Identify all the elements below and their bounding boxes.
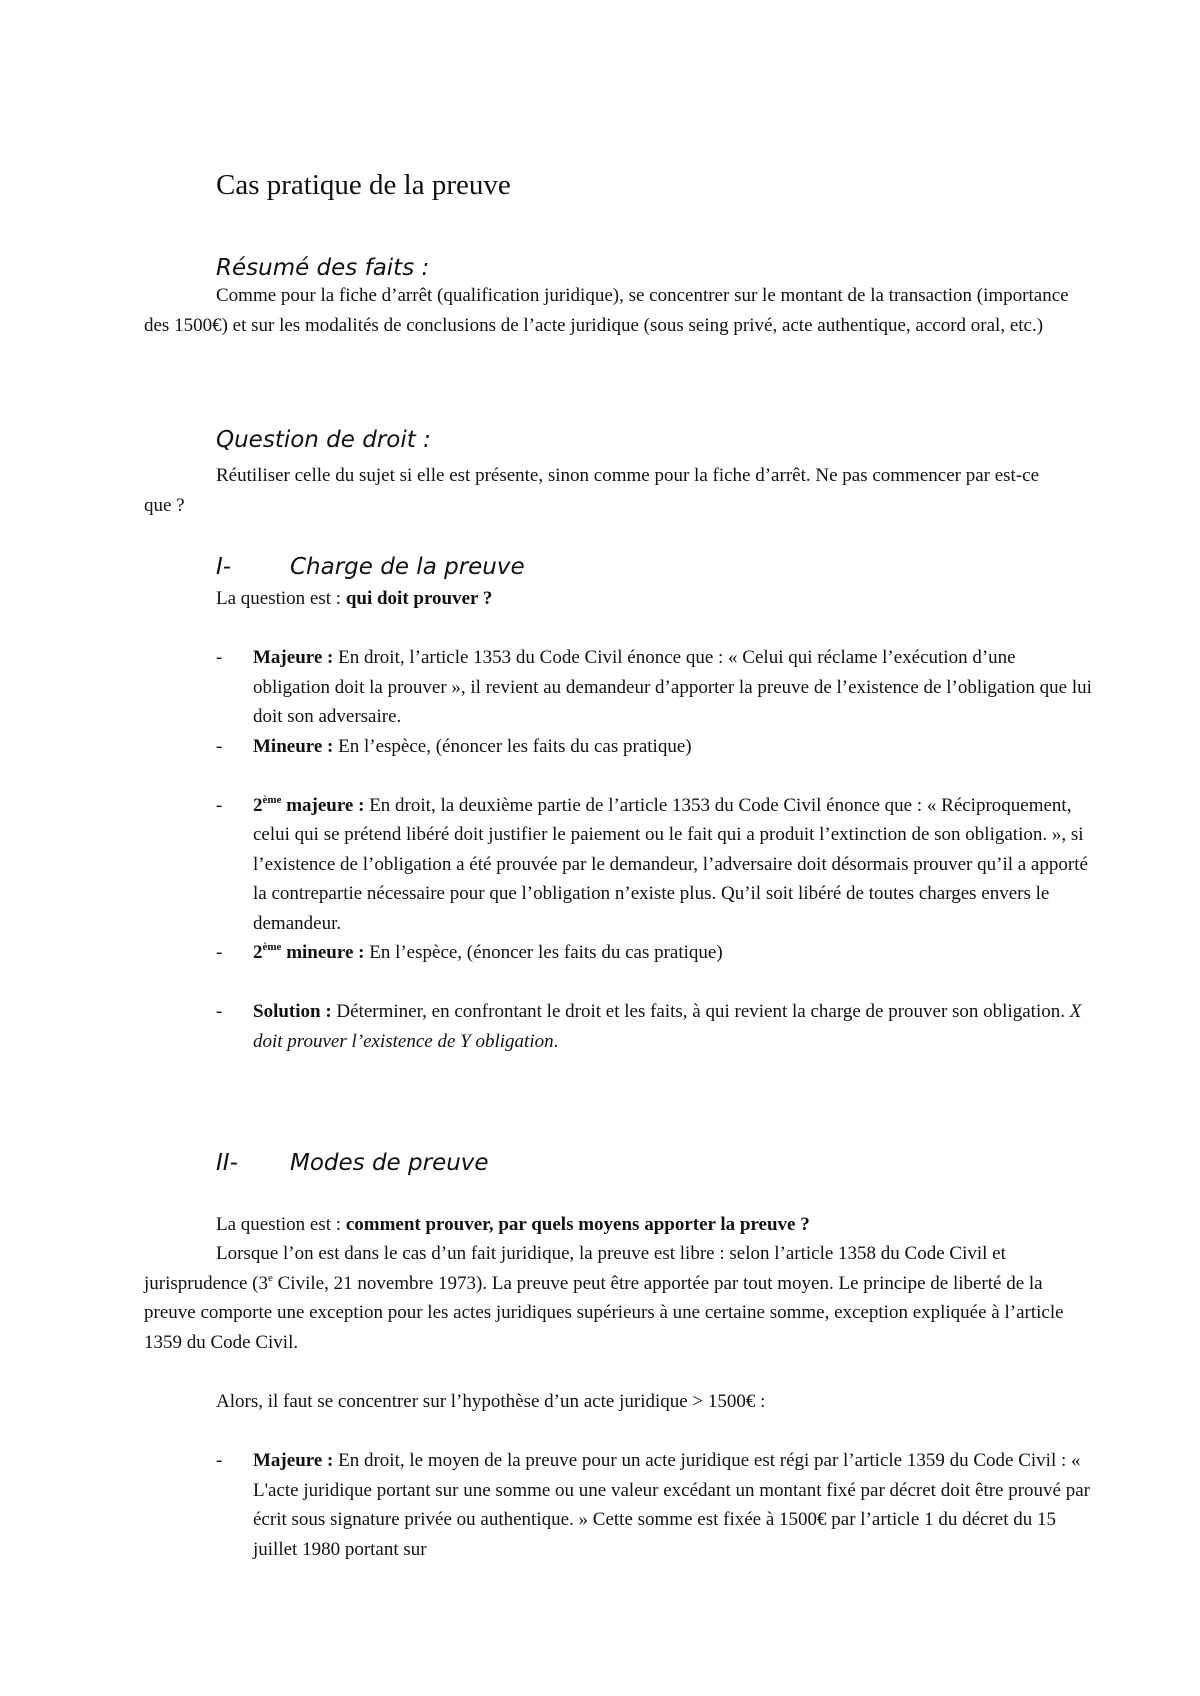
item-italic-text: X doit prouver l’existence de Y obligation — [253, 1001, 1082, 1052]
list-item — [216, 938, 1096, 968]
item-ordinal-sup: ème — [262, 941, 282, 953]
item-end: . — [553, 1030, 559, 1052]
item-label: Solution : — [253, 1001, 332, 1022]
list-item — [216, 643, 1096, 732]
list-item — [216, 1446, 1096, 1564]
section1-heading — [216, 554, 525, 582]
item-text: En droit, le moyen de la preuve pour un acte juridique est régi par l’article 1359 du Code Civil : « L'acte juridique portant sur une somme ou une valeur excédant un montant fixé par décret doit être prouvé par écrit sous signature privée ou authentique. » Cette somme est fixée à 1500€ par l’article 1 du décret du 15 juillet 1980 portant sur — [253, 1450, 1091, 1560]
item-label: Majeure : — [253, 1450, 334, 1471]
item-label: majeure : — [281, 794, 365, 816]
resume-heading: Résumé des faits : — [216, 255, 430, 281]
item-text: En droit, la deuxième partie de l’article 1353 du Code Civil énonce que : « Réciproquement, celui qui se prétend libéré doit justifier le paiement ou le fait qui a produit l’extinction de son obligation. », si l’existence de l’obligation a été prouvée par le demandeur, l’adversaire doit désormais prouver qu’il a apporté la contrepartie nécessaire pour que l’obligation n’existe plus. Qu’il soit libéré de toutes charges envers le demandeur. — [253, 794, 1088, 934]
item-ordinal: 2 — [253, 942, 263, 963]
para1-part-a: Lorsque l’on est dans le cas d’un fait juridique, la preuve est libre : selon l’article 1358 du Code Civil et jurisprudence (3 — [144, 1243, 1006, 1294]
section2-paragraph-2: Alors, il faut se concentrer sur l’hypothèse d’un acte juridique > 1500€ : — [216, 1391, 766, 1412]
list-item — [216, 732, 1096, 762]
para1-part-b: Civile, 21 novembre 1973). La preuve peut être apportée par tout moyen. Le principe de liberté de la preuve comporte une exception pour les actes juridiques supérieurs à une certaine somme, exception expliquée à l’article 1359 du Code Civil. — [144, 1272, 1064, 1353]
section1-title: Charge de la preuve — [290, 554, 525, 580]
item-text: En l’espèce, (énoncer les faits du cas pratique) — [333, 735, 692, 757]
item-text: En droit, l’article 1353 du Code Civil énonce que : « Celui qui réclame l’exécution d’une obligation doit la prouver », il revient au demandeur d’apporter la preuve de l’existence de l’obligation que lui doit son adversaire. — [253, 647, 1092, 727]
item-label: Majeure : — [253, 647, 334, 668]
resume-text: Comme pour la fiche d’arrêt (qualification juridique), se concentrer sur le montant de la transaction (importance des 1500€) et sur les modalités de conclusions de l’acte juridique (sous seing privé, acte authentique, accord oral, etc.) — [144, 285, 1069, 336]
item-label: Mineure : — [253, 735, 334, 757]
list-item — [216, 791, 1096, 939]
item-text: En l’espèce, (énoncer les faits du cas pratique) — [364, 942, 723, 963]
section1-intro — [216, 584, 1076, 614]
list-item — [216, 997, 1096, 1056]
section1-number: I- — [216, 554, 232, 580]
section2-number: II- — [216, 1150, 238, 1176]
section1-list — [216, 643, 1096, 1056]
section2-intro-question: comment prouver, par quels moyens apporter la preuve ? — [345, 1214, 810, 1235]
item-ordinal-sup: ème — [262, 793, 282, 806]
item-text: Déterminer, en confrontant le droit et les faits, à qui revient la charge de prouver son obligation. — [331, 1001, 1070, 1022]
section2-intro-prefix: La question est : — [216, 1214, 346, 1235]
page-title: Cas pratique de la preuve — [216, 169, 511, 201]
item-ordinal: 2 — [253, 794, 263, 816]
section1-intro-prefix: La question est : — [216, 588, 346, 609]
section2-heading — [216, 1150, 489, 1178]
section2-title: Modes de preuve — [290, 1150, 489, 1176]
section2-list — [216, 1446, 1096, 1564]
item-label: mineure : — [281, 942, 365, 963]
question-heading: Question de droit : — [216, 427, 431, 453]
section2-intro — [216, 1210, 1076, 1240]
section1-intro-question: qui doit prouver ? — [345, 588, 493, 609]
section2-paragraph-1 — [144, 1239, 1069, 1357]
para1-sup: e — [267, 1271, 273, 1284]
question-text: Réutiliser celle du sujet si elle est présente, sinon comme pour la fiche d’arrêt. Ne pas commencer par est-ce que ? — [144, 465, 1040, 516]
